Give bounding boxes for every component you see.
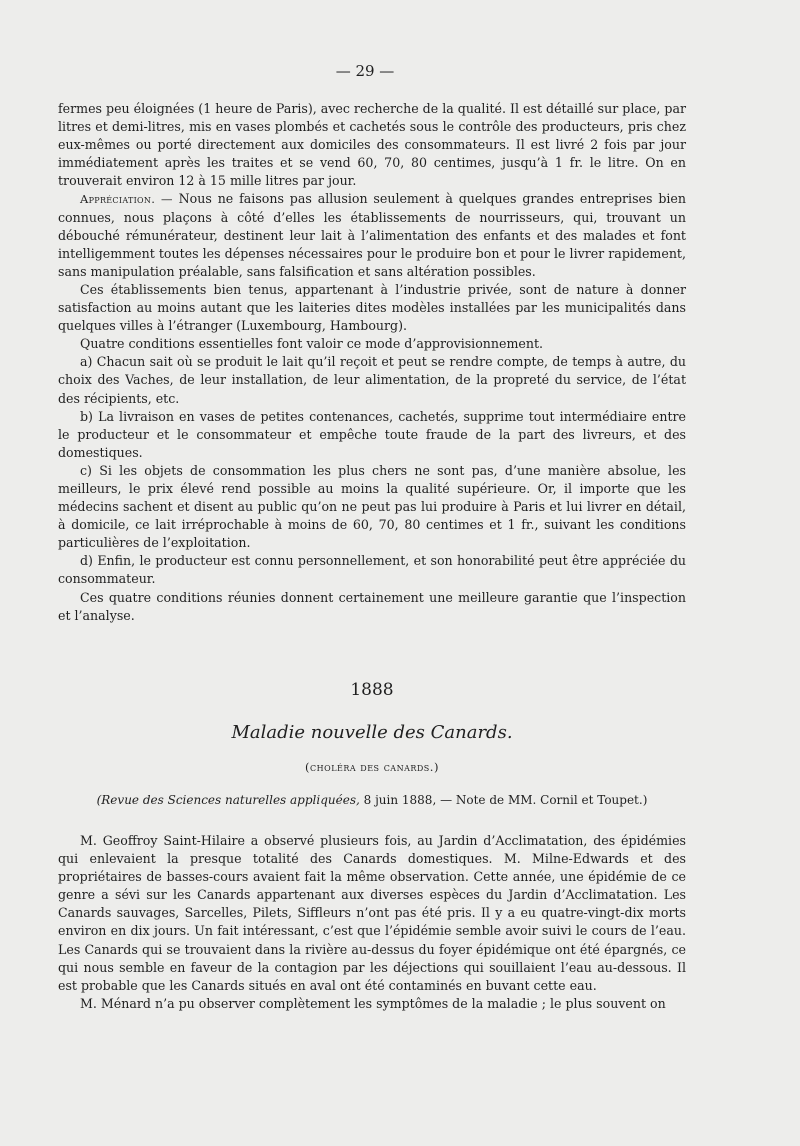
source-journal: (Revue des Sciences naturelles appliquées, bbox=[96, 793, 360, 807]
paragraph-condition-d: d) Enfin, le producteur est connu personnellement, et son honorabilité peut être appréciée du consommateur. bbox=[58, 553, 686, 587]
section-year: 1888 bbox=[350, 680, 394, 700]
paragraph-condition-b: b) La livraison en vases de petites contenances, cachetés, supprime tout intermédiaire entre le producteur et le consommateur et empêche toute fraude de la part des livreurs, et des domestiques. bbox=[58, 408, 686, 460]
paragraph-condition-c: c) Si les objets de consommation les plus chers ne sont pas, d’une manière absolue, les meilleurs, le prix élevé rend possible au moins la qualité supérieure. Or, il importe que les médecins sachent et disent au public qu’on ne peut pas lui produire à Paris et lui livrer en détail, à domicile, ce lait irréprochable à moins de 60, 70, 80 centimes et 1 fr., suivant les conditions particulières de l’exploitation. bbox=[58, 462, 686, 551]
paragraph: M. Geoffroy Saint-Hilaire a observé plusieurs fois, au Jardin d’Acclimatation, des épidémies qui enlevaient la presque totalité des Canards domestiques. M. Milne-Edwards et des propriétaires de basses-cours avaient fait la même observation. Cette année, une épidémie de ce genre a sévi sur les Canards appartenant aux diverses espèces du Jardin d’Acclimatation. Les Canards sauvages, Sarcelles, Pilets, Siffleurs n’ont pas été pris. Il y a eu quatre-vingt-dix morts environ en dix jours. Un fait intéressant, c’est que l’épidémie semble avoir suivi le cours de l’eau. Les Canards qui se trouvaient dans la rivière au-dessus du foyer épidémique ont été épargnés, ce qui nous semble en faveur de la contagion par les déjections qui souillaient l’eau au-dessous. Il est probable que les Canards situés en aval ont été contaminés en buvant cette eau. bbox=[58, 833, 686, 993]
section-milk-supply bbox=[58, 100, 686, 625]
paragraph: Quatre conditions essentielles font valoir ce mode d’approvisionnement. bbox=[80, 336, 544, 352]
paragraph-condition-a: a) Chacun sait où se produit le lait qu’il reçoit et peut se rendre compte, de temps à autre, du choix des Vaches, de leur installation, de leur alimentation, de la propreté du service, de l’état des récipients, etc. bbox=[58, 354, 686, 406]
appreciation-label: Appréciation. — bbox=[80, 192, 173, 207]
section-subtitle: (choléra des canards.) bbox=[305, 760, 439, 774]
paragraph: Ces établissements bien tenus, appartenant à l’industrie privée, sont de nature à donner satisfaction au moins autant que les laiteries dites modèles installées par les municipalités dans quelques villes à l’étranger (Luxembourg, Hambourg). bbox=[58, 281, 686, 334]
paragraph: M. Ménard n’a pu observer complètement les symptômes de la maladie ; le plus souvent on bbox=[80, 995, 666, 1011]
paragraph-appreciation bbox=[58, 190, 686, 280]
section-duck-disease bbox=[58, 832, 686, 1013]
source-details: 8 juin 1888, — Note de MM. Cornil et Toupet.) bbox=[363, 793, 648, 807]
page-number: — 29 — bbox=[335, 62, 395, 80]
appreciation-text: Nous ne faisons pas allusion seulement à quelques grandes entreprises bien connues, nous plaçons à côté d’elles les établissements de nourrisseurs, qui, trouvant un débouché rémunérateur, destinent leur lait à l’alimentation des enfants et des malades et font intelligemment toutes les dépenses nécessaires pour le produire bon et pour le livrer rapidement, sans manipulation préalable, sans falsification et sans altération possibles. bbox=[58, 191, 686, 279]
paragraph: fermes peu éloignées (1 heure de Paris), avec recherche de la qualité. Il est détaillé sur place, par litres et demi-litres, mis en vases plombés et cachetés sous le contrôle des producteurs, pris chez eux-mêmes ou porté directement aux domiciles des consommateurs. Il est livré 2 fois par jour immédiatement après les traites et se vend 60, 70, 80 centimes, jusqu’à 1 fr. le litre. On en trouverait environ 12 à 15 mille litres par jour. bbox=[58, 101, 686, 189]
source-citation bbox=[0, 793, 744, 807]
paragraph: Ces quatre conditions réunies donnent certainement une meilleure garantie que l’inspection et l’analyse. bbox=[58, 589, 686, 623]
section-title: Maladie nouvelle des Canards. bbox=[231, 722, 513, 743]
